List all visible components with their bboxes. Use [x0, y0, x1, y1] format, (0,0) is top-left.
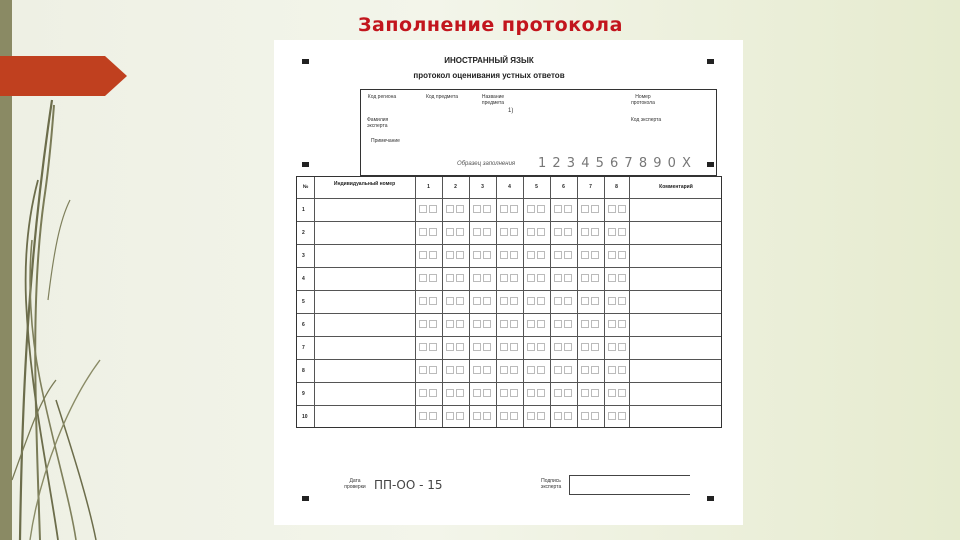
score-checkbox — [446, 412, 454, 420]
score-checkbox — [446, 205, 454, 213]
score-checkbox — [537, 366, 545, 374]
table-header-cell: 2 — [454, 184, 457, 190]
score-checkbox — [608, 343, 616, 351]
table-column-divider — [496, 177, 497, 427]
score-checkbox — [429, 205, 437, 213]
signature-box — [569, 475, 690, 495]
score-checkbox — [537, 343, 545, 351]
score-checkbox — [554, 366, 562, 374]
score-checkbox — [446, 320, 454, 328]
score-checkbox — [591, 297, 599, 305]
score-checkbox — [483, 412, 491, 420]
score-checkbox — [591, 320, 599, 328]
table-header-cell: 7 — [589, 184, 592, 190]
score-checkbox — [483, 274, 491, 282]
score-checkbox — [581, 343, 589, 351]
score-checkbox — [419, 366, 427, 374]
score-checkbox — [473, 274, 481, 282]
table-header-cell: 3 — [481, 184, 484, 190]
score-checkbox — [537, 228, 545, 236]
score-checkbox — [581, 297, 589, 305]
region-code-label: Код региона — [367, 94, 397, 100]
table-row-divider — [297, 290, 721, 291]
expert-code-label: Код эксперта — [630, 117, 662, 123]
expert-name-label: Фамилия эксперта — [367, 117, 389, 129]
table-row-number: 6 — [302, 322, 305, 328]
score-checkbox — [500, 297, 508, 305]
score-checkbox — [564, 320, 572, 328]
score-checkbox — [510, 366, 518, 374]
score-checkbox — [456, 366, 464, 374]
score-checkbox — [618, 389, 626, 397]
table-row-divider — [297, 336, 721, 337]
score-checkbox — [554, 343, 562, 351]
score-checkbox — [527, 320, 535, 328]
score-checkbox — [527, 205, 535, 213]
score-checkbox — [608, 274, 616, 282]
score-checkbox — [527, 274, 535, 282]
score-checkbox — [618, 366, 626, 374]
score-checkbox — [554, 297, 562, 305]
subject-code-label: Код предмета — [425, 94, 459, 100]
score-checkbox — [510, 343, 518, 351]
table-row-divider — [297, 267, 721, 268]
form-subtitle: протокол оценивания устных ответов — [413, 71, 565, 80]
score-checkbox — [608, 389, 616, 397]
score-checkbox — [608, 320, 616, 328]
table-row-number: 9 — [302, 391, 305, 397]
score-checkbox — [473, 320, 481, 328]
protocol-form-image — [274, 40, 743, 525]
score-checkbox — [473, 389, 481, 397]
score-checkbox — [473, 228, 481, 236]
score-checkbox — [608, 366, 616, 374]
score-checkbox — [537, 297, 545, 305]
signature-label: Подпись эксперта — [540, 478, 562, 490]
registration-mark — [707, 496, 714, 501]
note-label: Примечание — [371, 138, 400, 144]
table-row-divider — [297, 313, 721, 314]
score-checkbox — [591, 274, 599, 282]
score-checkbox — [429, 297, 437, 305]
score-checkbox — [483, 366, 491, 374]
score-checkbox — [510, 320, 518, 328]
table-row-divider — [297, 244, 721, 245]
score-checkbox — [581, 412, 589, 420]
score-checkbox — [564, 274, 572, 282]
table-row-number: 3 — [302, 253, 305, 259]
score-checkbox — [554, 205, 562, 213]
score-checkbox — [473, 343, 481, 351]
score-checkbox — [483, 297, 491, 305]
score-checkbox — [456, 297, 464, 305]
score-checkbox — [608, 251, 616, 259]
score-checkbox — [473, 297, 481, 305]
score-checkbox — [419, 251, 427, 259]
score-checkbox — [581, 274, 589, 282]
table-column-divider — [604, 177, 605, 427]
score-checkbox — [473, 251, 481, 259]
table-column-divider — [469, 177, 470, 427]
score-checkbox — [429, 251, 437, 259]
score-checkbox — [456, 274, 464, 282]
score-checkbox — [618, 343, 626, 351]
table-header-cell: 6 — [562, 184, 565, 190]
score-checkbox — [591, 389, 599, 397]
score-checkbox — [483, 205, 491, 213]
table-row-number: 7 — [302, 345, 305, 351]
score-checkbox — [537, 412, 545, 420]
score-checkbox — [608, 228, 616, 236]
score-checkbox — [510, 412, 518, 420]
score-checkbox — [608, 205, 616, 213]
score-checkbox — [419, 205, 427, 213]
score-checkbox — [456, 343, 464, 351]
score-checkbox — [591, 343, 599, 351]
score-checkbox — [537, 389, 545, 397]
score-checkbox — [527, 228, 535, 236]
table-header-cell: 4 — [508, 184, 511, 190]
score-checkbox — [456, 228, 464, 236]
score-checkbox — [618, 412, 626, 420]
score-checkbox — [500, 274, 508, 282]
score-checkbox — [564, 343, 572, 351]
score-checkbox — [554, 389, 562, 397]
score-checkbox — [618, 320, 626, 328]
score-checkbox — [527, 389, 535, 397]
table-header-cell: Комментарий — [659, 184, 693, 190]
table-row-number: 1 — [302, 207, 305, 213]
results-table — [296, 176, 722, 428]
table-column-divider — [314, 177, 315, 427]
score-checkbox — [419, 274, 427, 282]
table-column-divider — [577, 177, 578, 427]
score-checkbox — [564, 389, 572, 397]
score-checkbox — [591, 228, 599, 236]
score-checkbox — [500, 366, 508, 374]
score-checkbox — [446, 343, 454, 351]
protocol-number-label: Номер протокола — [631, 94, 655, 106]
registration-mark — [302, 496, 309, 501]
sample-label: Образец заполнения — [457, 161, 516, 167]
score-checkbox — [429, 228, 437, 236]
table-header-cell: 5 — [535, 184, 538, 190]
score-checkbox — [527, 251, 535, 259]
score-checkbox — [456, 389, 464, 397]
score-checkbox — [510, 228, 518, 236]
score-checkbox — [608, 412, 616, 420]
table-row-number: 5 — [302, 299, 305, 305]
date-field: ПП-ОО - 15 — [374, 478, 443, 492]
score-checkbox — [591, 251, 599, 259]
score-checkbox — [537, 274, 545, 282]
score-checkbox — [554, 274, 562, 282]
table-column-divider — [442, 177, 443, 427]
score-checkbox — [591, 412, 599, 420]
table-row-divider — [297, 382, 721, 383]
subject-name-label: Название предмета — [481, 94, 505, 106]
registration-mark — [302, 162, 309, 167]
table-header-cell: Индивидуальный номер — [333, 181, 396, 187]
score-checkbox — [419, 297, 427, 305]
table-row-divider — [297, 221, 721, 222]
score-checkbox — [618, 251, 626, 259]
score-checkbox — [581, 205, 589, 213]
table-row-number: 2 — [302, 230, 305, 236]
table-row-divider — [297, 359, 721, 360]
score-checkbox — [581, 251, 589, 259]
score-checkbox — [429, 274, 437, 282]
score-checkbox — [527, 343, 535, 351]
score-checkbox — [564, 366, 572, 374]
score-checkbox — [618, 205, 626, 213]
table-header-cell: № — [302, 184, 309, 190]
score-checkbox — [510, 274, 518, 282]
table-column-divider — [550, 177, 551, 427]
score-checkbox — [564, 251, 572, 259]
score-checkbox — [527, 366, 535, 374]
score-checkbox — [510, 205, 518, 213]
score-checkbox — [618, 297, 626, 305]
score-checkbox — [591, 205, 599, 213]
form-subject-title: ИНОСТРАННЫЙ ЯЗЫК — [444, 56, 534, 65]
score-checkbox — [483, 389, 491, 397]
score-checkbox — [564, 228, 572, 236]
score-checkbox — [510, 389, 518, 397]
score-checkbox — [608, 297, 616, 305]
table-header-divider — [297, 198, 721, 199]
table-row-number: 10 — [302, 414, 308, 420]
score-checkbox — [456, 412, 464, 420]
score-checkbox — [500, 228, 508, 236]
score-checkbox — [537, 205, 545, 213]
table-column-divider — [523, 177, 524, 427]
score-checkbox — [483, 343, 491, 351]
score-checkbox — [581, 366, 589, 374]
score-checkbox — [581, 389, 589, 397]
score-checkbox — [554, 320, 562, 328]
score-checkbox — [510, 297, 518, 305]
score-checkbox — [618, 228, 626, 236]
score-checkbox — [537, 251, 545, 259]
score-checkbox — [554, 412, 562, 420]
score-checkbox — [500, 389, 508, 397]
registration-mark — [302, 59, 309, 64]
score-checkbox — [510, 251, 518, 259]
score-checkbox — [564, 412, 572, 420]
table-header-cell: 1 — [427, 184, 430, 190]
score-checkbox — [419, 412, 427, 420]
score-checkbox — [618, 274, 626, 282]
score-checkbox — [500, 320, 508, 328]
score-checkbox — [564, 205, 572, 213]
score-checkbox — [446, 251, 454, 259]
score-checkbox — [500, 251, 508, 259]
table-row-divider — [297, 405, 721, 406]
table-header-cell: 8 — [615, 184, 618, 190]
score-checkbox — [500, 205, 508, 213]
score-checkbox — [419, 389, 427, 397]
score-checkbox — [419, 320, 427, 328]
score-checkbox — [456, 320, 464, 328]
score-checkbox — [483, 320, 491, 328]
sample-characters: 1 2 3 4 5 6 7 8 9 0 X — [538, 156, 692, 171]
score-checkbox — [537, 320, 545, 328]
table-column-divider — [415, 177, 416, 427]
score-checkbox — [429, 366, 437, 374]
subject-mark: 1) — [508, 108, 514, 114]
slide-title: Заполнение протокола — [358, 14, 623, 36]
score-checkbox — [429, 343, 437, 351]
table-row-number: 8 — [302, 368, 305, 374]
score-checkbox — [483, 251, 491, 259]
score-checkbox — [419, 228, 427, 236]
score-checkbox — [446, 297, 454, 305]
score-checkbox — [429, 412, 437, 420]
table-column-divider — [629, 177, 630, 427]
registration-mark — [707, 59, 714, 64]
score-checkbox — [446, 228, 454, 236]
score-checkbox — [429, 320, 437, 328]
score-checkbox — [429, 389, 437, 397]
table-row-number: 4 — [302, 276, 305, 282]
score-checkbox — [446, 274, 454, 282]
title-arrow-shape — [0, 56, 127, 96]
score-checkbox — [581, 228, 589, 236]
score-checkbox — [456, 251, 464, 259]
score-checkbox — [500, 412, 508, 420]
score-checkbox — [446, 389, 454, 397]
score-checkbox — [581, 320, 589, 328]
score-checkbox — [527, 412, 535, 420]
score-checkbox — [591, 366, 599, 374]
score-checkbox — [473, 412, 481, 420]
score-checkbox — [500, 343, 508, 351]
score-checkbox — [446, 366, 454, 374]
score-checkbox — [419, 343, 427, 351]
score-checkbox — [554, 251, 562, 259]
score-checkbox — [564, 297, 572, 305]
score-checkbox — [473, 205, 481, 213]
score-checkbox — [456, 205, 464, 213]
score-checkbox — [483, 228, 491, 236]
date-label: Дата проверки — [344, 478, 366, 490]
score-checkbox — [554, 228, 562, 236]
score-checkbox — [473, 366, 481, 374]
score-checkbox — [527, 297, 535, 305]
